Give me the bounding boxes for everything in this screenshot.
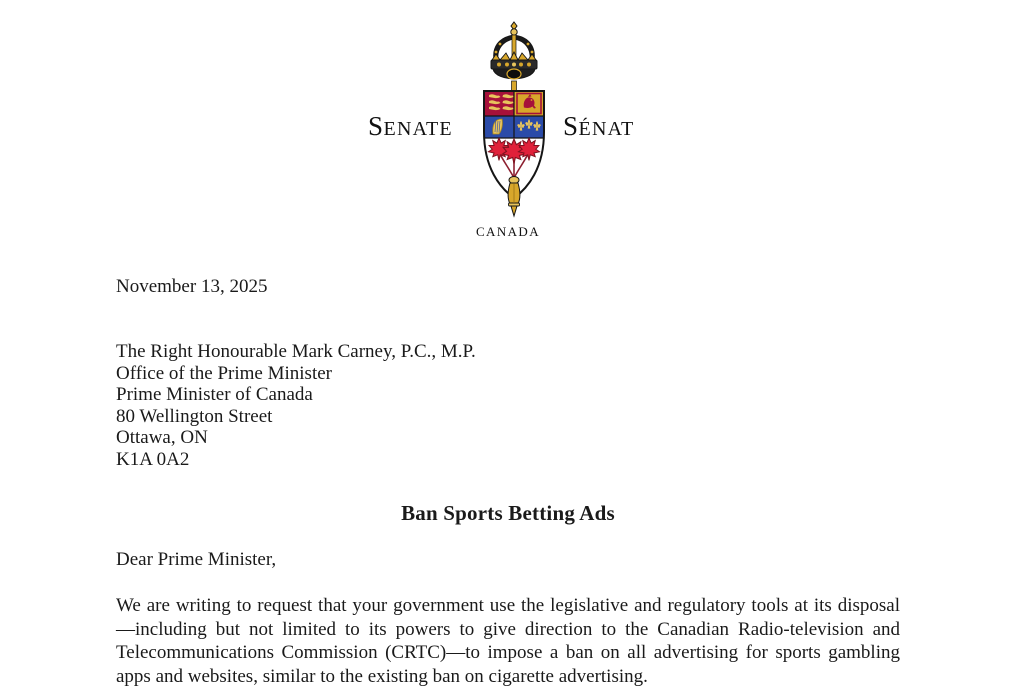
letter-paragraph-1: We are writing to request that your government use the legislative and regulatory tools at its disposal—including but not limited to its powers to give direction to the Canadian Radio-television and Telecommunications Commission (CRTC)—to impose a ban on all advertising for sports gambling apps and websites, similar to the existing ban on cigarette advertising. bbox=[116, 595, 900, 687]
wordmark-en-smallcaps: ENATE bbox=[383, 118, 453, 140]
address-line: K1A 0A2 bbox=[116, 448, 190, 470]
address-line: Ottawa, ON bbox=[116, 427, 208, 448]
address-line: Office of the Prime Minister bbox=[116, 362, 332, 384]
letter-date: November 13, 2025 bbox=[116, 276, 268, 297]
address-line: The Right Honourable Mark Carney, P.C., M.P. bbox=[116, 341, 476, 362]
wordmark-fr-smallcaps: ÉNAT bbox=[578, 118, 635, 140]
royal-crown-icon bbox=[491, 22, 537, 91]
mace-finial-icon bbox=[508, 177, 520, 217]
crest-country-label: CANADA bbox=[475, 224, 540, 239]
senate-coat-of-arms-icon bbox=[472, 20, 556, 220]
address-line: 80 Wellington Street bbox=[116, 405, 273, 427]
wordmark-senate-english bbox=[368, 113, 453, 140]
address-line: Prime Minister of Canada bbox=[116, 384, 313, 405]
letter-salutation: Dear Prime Minister, bbox=[116, 549, 277, 570]
letter-subject-heading: Ban Sports Betting Ads bbox=[401, 501, 615, 525]
wordmark-senat-french bbox=[563, 113, 634, 140]
letterhead bbox=[0, 0, 1016, 250]
wordmark-fr-leading-cap: S bbox=[563, 111, 579, 141]
recipient-address-block bbox=[116, 341, 476, 470]
wordmark-en-leading-cap: S bbox=[368, 111, 384, 141]
